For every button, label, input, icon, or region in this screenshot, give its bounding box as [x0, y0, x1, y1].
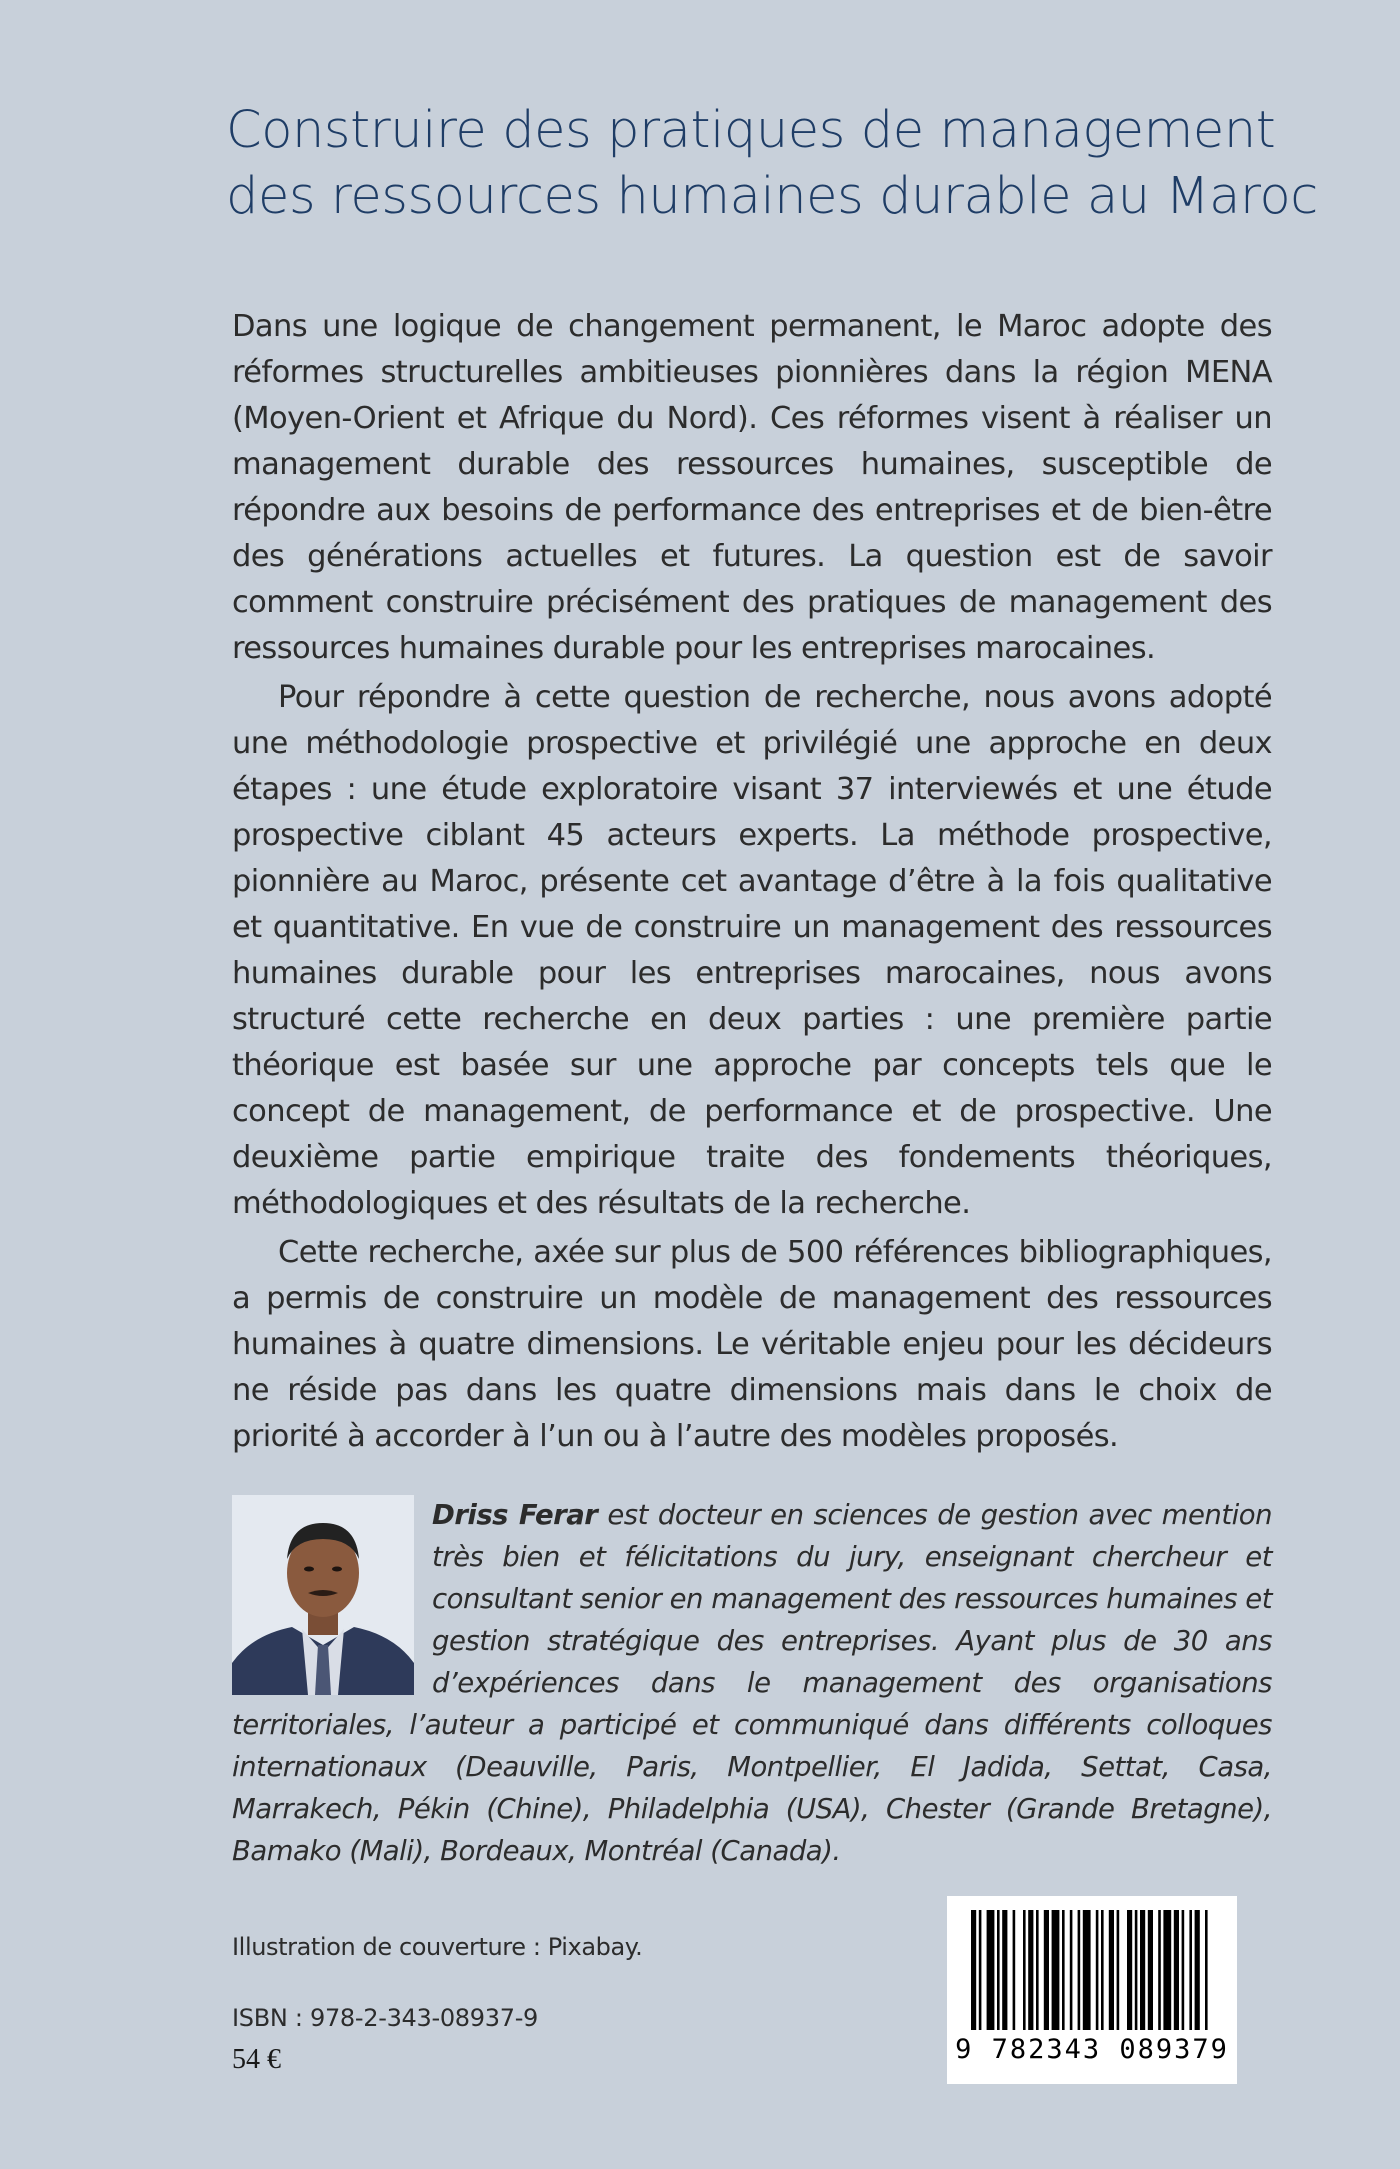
barcode-bar [1052, 1910, 1060, 2030]
barcode-bar [1036, 1910, 1039, 2030]
barcode-bar [1163, 1910, 1171, 2030]
barcode-bar [1044, 1910, 1049, 2030]
author-bio [232, 1494, 1272, 1872]
barcode-bar [971, 1910, 976, 2030]
barcode-bar [1002, 1910, 1007, 2030]
barcode-bar [1013, 1910, 1016, 2030]
barcode-bar [1109, 1910, 1114, 2030]
author-name: Driss Ferar [432, 1499, 598, 1531]
barcode-bar [1205, 1910, 1208, 2030]
cover-credit: Illustration de couverture : Pixabay. [232, 1933, 643, 1961]
barcode-bar [979, 1910, 982, 2030]
barcode-bar [1189, 1910, 1192, 2030]
barcode-bar [1023, 1910, 1026, 2030]
barcode-bar [987, 1910, 995, 2030]
book-title [226, 98, 1318, 230]
barcode-bar [1158, 1910, 1161, 2030]
summary-paragraph-1: Dans une logique de changement permanent, le Maroc adopte des réformes structurelles ambitieuses pionnières dans la région MENA (Moyen-Orient et Afrique du Nord). Ces réformes visent à réaliser un management durable des ressources humaines, susceptible de répondre aux besoins de performance des entreprises et de bien-être des générations actuelles et futures. La question est de savoir comment construire précisément des pratiques de management des ressources humaines durable pour les entreprises marocaines. [232, 309, 1272, 666]
barcode-bar [1140, 1910, 1145, 2030]
barcode-bar [1070, 1910, 1073, 2030]
barcode-bar [1078, 1910, 1081, 2030]
barcode-bar [1174, 1910, 1179, 2030]
barcode-bar [1195, 1910, 1200, 2030]
summary-paragraph-3: Cette recherche, axée sur plus de 500 références bibliographiques, a permis de construire un modèle de management des ressources humaines à quatre dimensions. Le véritable enjeu pour les décideurs ne réside pas dans les quatre dimensions mais dans le choix de priorité à accorder à l’un ou à l’autre des modèles proposés. [232, 1235, 1272, 1454]
barcode-bar [1135, 1910, 1138, 2030]
barcode-number: 9 782343 089379 [955, 2034, 1229, 2065]
isbn: ISBN : 978-2-343-08937-9 [232, 2004, 539, 2032]
barcode-bar [1148, 1910, 1153, 2030]
barcode-bar [997, 1910, 1000, 2030]
barcode-bar [1182, 1910, 1185, 2030]
barcode-bar [1083, 1910, 1091, 2030]
barcode-bar [1117, 1910, 1120, 2030]
author-bio-text: est docteur en sciences de gestion avec mention très bien et félicitations du jury, enseignant chercheur et consultant senior en management des ressources humaines et gestion stratégique des entreprises. Ayant plus de 30 ans d’expériences dans le management des organisations territoriales, l’auteur a participé et communiqué dans différents colloques internationaux (Deauville, Paris, Montpellier, El Jadida, Settat, Casa, Marrakech, Pékin (Chine), Philadelphia (USA), Chester (Grande Bretagne), Bamako (Mali), Bordeaux, Montréal (Canada). [232, 1499, 1272, 1867]
price: 54 € [232, 2044, 281, 2075]
barcode-bar [1101, 1910, 1104, 2030]
barcode-bar [1062, 1910, 1065, 2030]
summary-paragraph-2: Pour répondre à cette question de recherche, nous avons adopté une méthodologie prospective et privilégié une approche en deux étapes : une étude exploratoire visant 37 interviewés et une étude prospective ciblant 45 acteurs experts. La méthode prospective, pionnière au Maroc, présente cet avantage d’être à la fois qualitative et quantitative. En vue de construire un management des ressources humaines durable pour les entreprises marocaines, nous avons structuré cette recherche en deux parties : une première partie théorique est basée sur une approche par concepts tels que le concept de management, de performance et de prospective. Une deuxième partie empirique traite des fondements théoriques, méthodologiques et des résultats de la recherche. [232, 680, 1272, 1221]
barcode [947, 1896, 1237, 2084]
book-title-line-2: des ressources humaines durable au Maroc [226, 167, 1318, 226]
book-title-line-1: Construire des pratiques de management [226, 101, 1276, 160]
summary-text [232, 304, 1272, 1463]
barcode-bar [1028, 1910, 1033, 2030]
barcode-bar [1096, 1910, 1099, 2030]
bio-photo-spacer [232, 1494, 432, 1704]
barcode-bar [1127, 1910, 1132, 2030]
